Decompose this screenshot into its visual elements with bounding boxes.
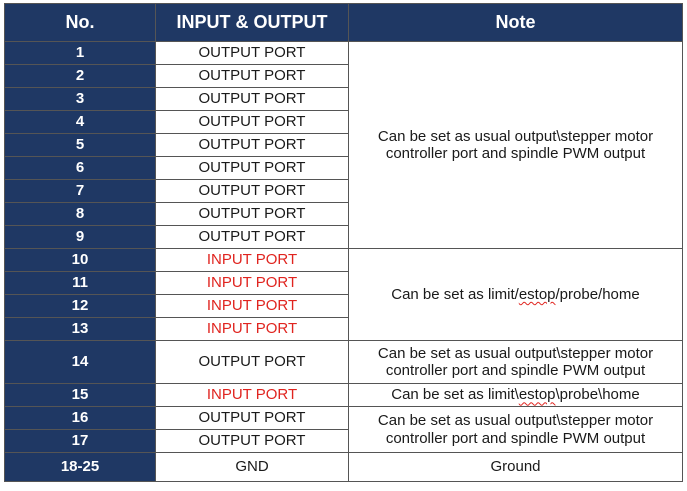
pin-type: GND <box>156 453 349 482</box>
pin-number: 4 <box>5 111 156 134</box>
note-text-prefix: Can be set as limit/ <box>391 285 519 303</box>
pin-number: 17 <box>5 430 156 453</box>
header-note: Note <box>349 4 683 42</box>
note-line-1: Can be set as usual output\stepper motor <box>377 412 654 430</box>
pin-type: INPUT PORT <box>156 318 349 341</box>
note-input-group-1 <box>349 249 683 341</box>
pin-number: 11 <box>5 272 156 295</box>
pin-assignment-table <box>4 3 683 482</box>
note-line-2: controller port and spindle PWM output <box>385 145 646 162</box>
pin-type: OUTPUT PORT <box>156 111 349 134</box>
note-text-flagged: estop <box>518 285 556 303</box>
pin-type: OUTPUT PORT <box>156 180 349 203</box>
pin-type: OUTPUT PORT <box>156 407 349 430</box>
pin-number: 1 <box>5 42 156 65</box>
pin-number: 16 <box>5 407 156 430</box>
note-text-suffix: \probe\home <box>555 386 640 404</box>
pin-number: 12 <box>5 295 156 318</box>
pin-number: 14 <box>5 341 156 384</box>
pin-type: INPUT PORT <box>156 249 349 272</box>
table-row <box>5 341 683 384</box>
note-output-16-17 <box>349 407 683 453</box>
pin-type: OUTPUT PORT <box>156 430 349 453</box>
note-line-1: Can be set as usual output\stepper motor <box>377 127 654 145</box>
note-line-1: Can be set as usual output\stepper motor <box>377 344 654 362</box>
table-row <box>5 407 683 430</box>
pin-type: OUTPUT PORT <box>156 42 349 65</box>
pin-type: OUTPUT PORT <box>156 88 349 111</box>
pin-number: 3 <box>5 88 156 111</box>
table-row <box>5 249 683 272</box>
pin-type: OUTPUT PORT <box>156 134 349 157</box>
note-output-group-1 <box>349 42 683 249</box>
header-input-output: INPUT & OUTPUT <box>156 4 349 42</box>
pin-number: 8 <box>5 203 156 226</box>
pin-type: INPUT PORT <box>156 384 349 407</box>
pin-number: 18-25 <box>5 453 156 482</box>
pin-type: OUTPUT PORT <box>156 341 349 384</box>
pin-number: 5 <box>5 134 156 157</box>
table-header-row <box>5 4 683 42</box>
pin-number: 13 <box>5 318 156 341</box>
pin-number: 9 <box>5 226 156 249</box>
note-output-14 <box>349 341 683 384</box>
pin-number: 10 <box>5 249 156 272</box>
note-line-2: controller port and spindle PWM output <box>385 362 646 379</box>
table-row <box>5 384 683 407</box>
note-text-prefix: Can be set as limit\ <box>391 386 519 404</box>
pin-type: INPUT PORT <box>156 272 349 295</box>
pin-type: OUTPUT PORT <box>156 65 349 88</box>
note-text-suffix: /probe/home <box>555 285 640 303</box>
pin-type: OUTPUT PORT <box>156 203 349 226</box>
header-no: No. <box>5 4 156 42</box>
note-line-2: controller port and spindle PWM output <box>385 429 646 447</box>
note-text-flagged: estop <box>518 386 556 404</box>
pin-type: OUTPUT PORT <box>156 226 349 249</box>
pin-number: 7 <box>5 180 156 203</box>
table-row <box>5 42 683 65</box>
pin-type: OUTPUT PORT <box>156 157 349 180</box>
table-row <box>5 453 683 482</box>
pin-number: 6 <box>5 157 156 180</box>
pin-number: 15 <box>5 384 156 407</box>
pin-number: 2 <box>5 65 156 88</box>
pin-type: INPUT PORT <box>156 295 349 318</box>
note-ground: Ground <box>349 453 683 482</box>
note-input-15 <box>349 384 683 407</box>
